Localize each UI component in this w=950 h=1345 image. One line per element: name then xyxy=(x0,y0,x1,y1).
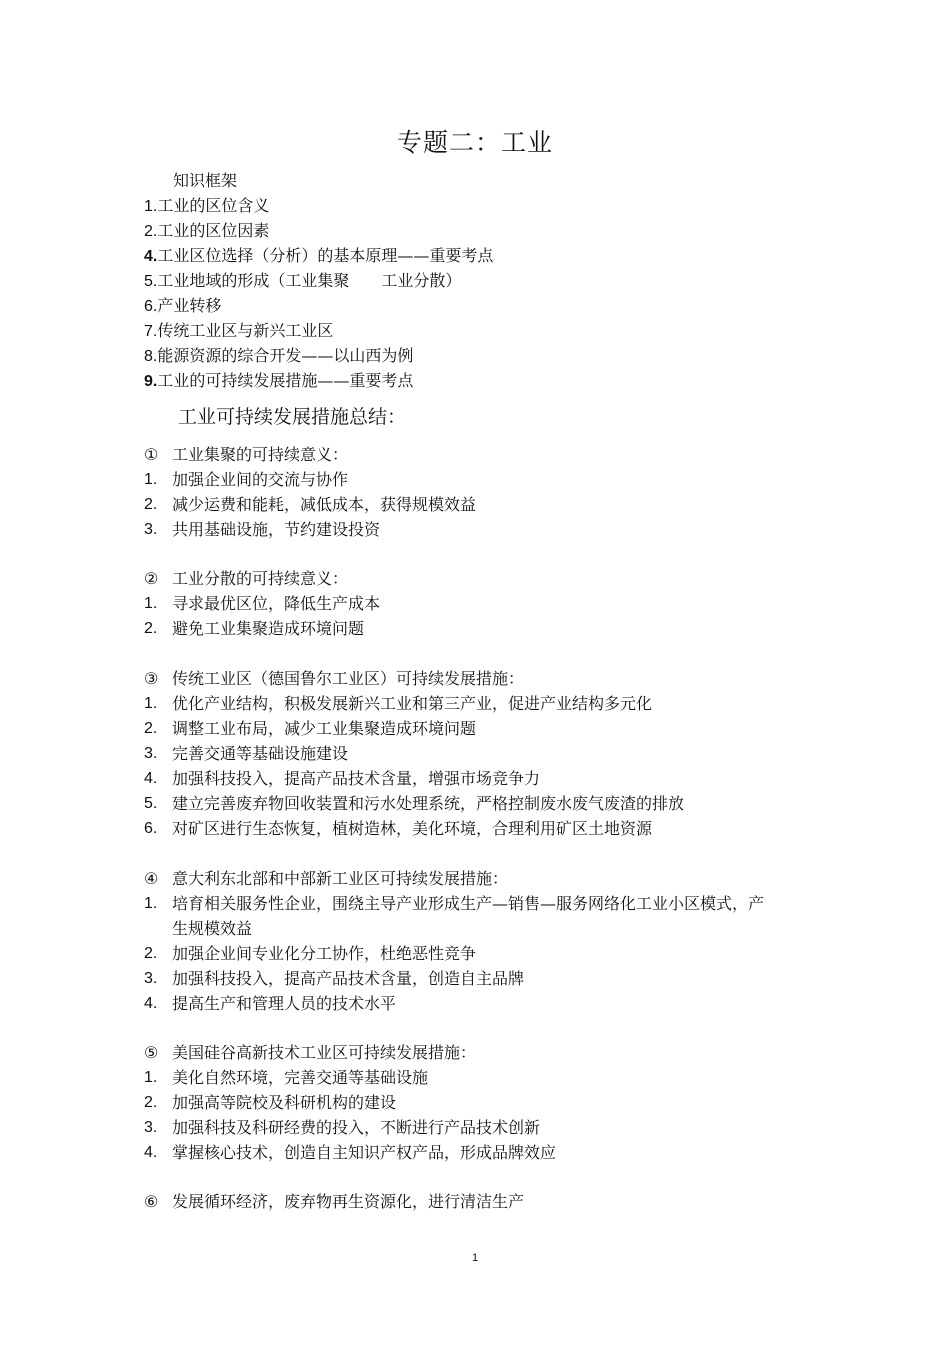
framework-item-number: 4. xyxy=(144,248,158,265)
framework-item xyxy=(144,268,493,293)
section-heading-text: 工业分散的可持续意义： xyxy=(172,569,349,588)
item-text: 加强高等院校及科研机构的建设 xyxy=(172,1093,397,1112)
section-marker: ③ xyxy=(144,669,159,688)
framework-item-text: 产业转移 xyxy=(157,296,222,315)
list-item xyxy=(144,1115,772,1140)
section-marker: ② xyxy=(144,569,159,588)
framework-item xyxy=(144,218,493,243)
framework-item-text: 能源资源的综合开发——以山西为例 xyxy=(157,346,414,365)
section-heading xyxy=(144,866,772,891)
framework-item-text: 传统工业区与新兴工业区 xyxy=(157,321,334,340)
item-number: 3. xyxy=(144,970,158,987)
section-heading xyxy=(144,666,772,691)
item-text: 掌握核心技术，创造自主知识产权产品，形成品牌效应 xyxy=(172,1143,557,1162)
list-item xyxy=(144,991,772,1016)
document-title: 专题二：工业 xyxy=(396,128,553,157)
item-text: 加强科技及科研经费的投入，不断进行产品技术创新 xyxy=(172,1118,541,1137)
item-text: 共用基础设施，节约建设投资 xyxy=(172,520,381,539)
section-marker: ⑥ xyxy=(144,1192,159,1211)
item-text: 美化自然环境，完善交通等基础设施 xyxy=(172,1068,429,1087)
framework-item-text: 工业的可持续发展措施——重要考点 xyxy=(157,371,414,390)
section-silicon-valley xyxy=(144,1040,772,1165)
item-text: 对矿区进行生态恢复，植树造林，美化环境，合理利用矿区土地资源 xyxy=(172,819,653,838)
framework-item-text: 工业区位选择（分析）的基本原理——重要考点 xyxy=(157,246,494,265)
item-text: 建立完善废弃物回收装置和污水处理系统，严格控制废水废气废渣的排放 xyxy=(172,794,685,813)
item-text: 培育相关服务性企业，围绕主导产业形成生产—销售—服务网络化工业小区模式，产生规模效益 xyxy=(172,894,765,938)
framework-item xyxy=(144,368,493,393)
list-item xyxy=(144,1090,772,1115)
section-item-list xyxy=(144,691,772,841)
item-number: 1. xyxy=(144,1069,158,1086)
item-number: 6. xyxy=(144,820,158,837)
list-item xyxy=(144,467,772,492)
list-item xyxy=(144,616,772,641)
list-item xyxy=(144,517,772,542)
item-number: 2. xyxy=(144,496,158,513)
framework-item-number: 2. xyxy=(144,223,158,240)
item-text: 调整工业布局，减少工业集聚造成环境问题 xyxy=(172,719,477,738)
section-heading-text: 传统工业区（德国鲁尔工业区）可持续发展措施： xyxy=(172,669,525,688)
list-item xyxy=(144,741,772,766)
list-item xyxy=(144,591,772,616)
item-text: 完善交通等基础设施建设 xyxy=(172,744,349,763)
framework-item xyxy=(144,343,493,368)
section-item-list xyxy=(144,591,772,641)
framework-item-text: 工业的区位含义 xyxy=(157,196,270,215)
list-item xyxy=(144,716,772,741)
section-heading-text: 意大利东北部和中部新工业区可持续发展措施： xyxy=(172,869,509,888)
list-item xyxy=(144,891,772,941)
framework-item-number: 8. xyxy=(144,348,158,365)
summary-heading: 工业可持续发展措施总结： xyxy=(178,406,407,428)
section-heading xyxy=(144,442,772,467)
section-item-list xyxy=(144,891,772,1016)
section-marker: ④ xyxy=(144,869,159,888)
list-item xyxy=(144,1140,772,1165)
item-number: 1. xyxy=(144,695,158,712)
page-number: 1 xyxy=(471,1252,479,1264)
item-text: 避免工业集聚造成环境问题 xyxy=(172,619,365,638)
section-heading-text: 发展循环经济，废弃物再生资源化，进行清洁生产 xyxy=(172,1192,525,1211)
list-item xyxy=(144,966,772,991)
section-marker: ① xyxy=(144,445,159,464)
item-number: 2. xyxy=(144,1094,158,1111)
item-number: 1. xyxy=(144,895,158,912)
item-number: 2. xyxy=(144,720,158,737)
item-text: 减少运费和能耗，减低成本，获得规模效益 xyxy=(172,495,477,514)
framework-item xyxy=(144,243,493,268)
item-text: 加强企业间专业化分工协作，杜绝恶性竞争 xyxy=(172,944,477,963)
framework-heading: 知识框架 xyxy=(173,171,238,190)
item-number: 1. xyxy=(144,595,158,612)
item-number: 4. xyxy=(144,995,158,1012)
item-number: 4. xyxy=(144,1144,158,1161)
framework-item-number: 6. xyxy=(144,298,158,315)
section-heading xyxy=(144,1040,772,1065)
section-item-list xyxy=(144,1065,772,1165)
item-number: 3. xyxy=(144,521,158,538)
section-heading xyxy=(144,1189,524,1214)
section-industrial-dispersion xyxy=(144,566,772,641)
section-circular-economy xyxy=(144,1189,524,1214)
item-number: 1. xyxy=(144,471,158,488)
framework-item-text: 工业的区位因素 xyxy=(157,221,270,240)
item-text: 寻求最优区位，降低生产成本 xyxy=(172,594,381,613)
item-text: 加强科技投入，提高产品技术含量，创造自主品牌 xyxy=(172,969,525,988)
list-item xyxy=(144,791,772,816)
section-traditional-industrial-area xyxy=(144,666,772,841)
list-item xyxy=(144,766,772,791)
framework-item-number: 7. xyxy=(144,323,158,340)
list-item xyxy=(144,492,772,517)
section-marker: ⑤ xyxy=(144,1043,159,1062)
item-number: 2. xyxy=(144,620,158,637)
framework-item xyxy=(144,193,493,218)
framework-list xyxy=(144,193,493,393)
list-item xyxy=(144,941,772,966)
framework-item-text: 工业地域的形成（工业集聚 工业分散） xyxy=(157,271,462,290)
framework-item xyxy=(144,318,493,343)
item-number: 3. xyxy=(144,1119,158,1136)
section-italy-new-industrial-area xyxy=(144,866,772,1016)
item-number: 3. xyxy=(144,745,158,762)
list-item xyxy=(144,1065,772,1090)
item-number: 2. xyxy=(144,945,158,962)
section-item-list xyxy=(144,467,772,542)
item-text: 提高生产和管理人员的技术水平 xyxy=(172,994,397,1013)
list-item xyxy=(144,691,772,716)
framework-item-number: 1. xyxy=(144,198,158,215)
list-item xyxy=(144,816,772,841)
section-heading-text: 美国硅谷高新技术工业区可持续发展措施： xyxy=(172,1043,477,1062)
framework-item-number: 5. xyxy=(144,273,158,290)
framework-item-number: 9. xyxy=(144,373,158,390)
framework-item xyxy=(144,293,493,318)
item-text: 优化产业结构，积极发展新兴工业和第三产业，促进产业结构多元化 xyxy=(172,694,653,713)
item-text: 加强企业间的交流与协作 xyxy=(172,470,349,489)
item-text: 加强科技投入，提高产品技术含量，增强市场竞争力 xyxy=(172,769,541,788)
section-industrial-agglomeration xyxy=(144,442,772,542)
section-heading-text: 工业集聚的可持续意义： xyxy=(172,445,349,464)
item-number: 4. xyxy=(144,770,158,787)
section-heading xyxy=(144,566,772,591)
item-number: 5. xyxy=(144,795,158,812)
